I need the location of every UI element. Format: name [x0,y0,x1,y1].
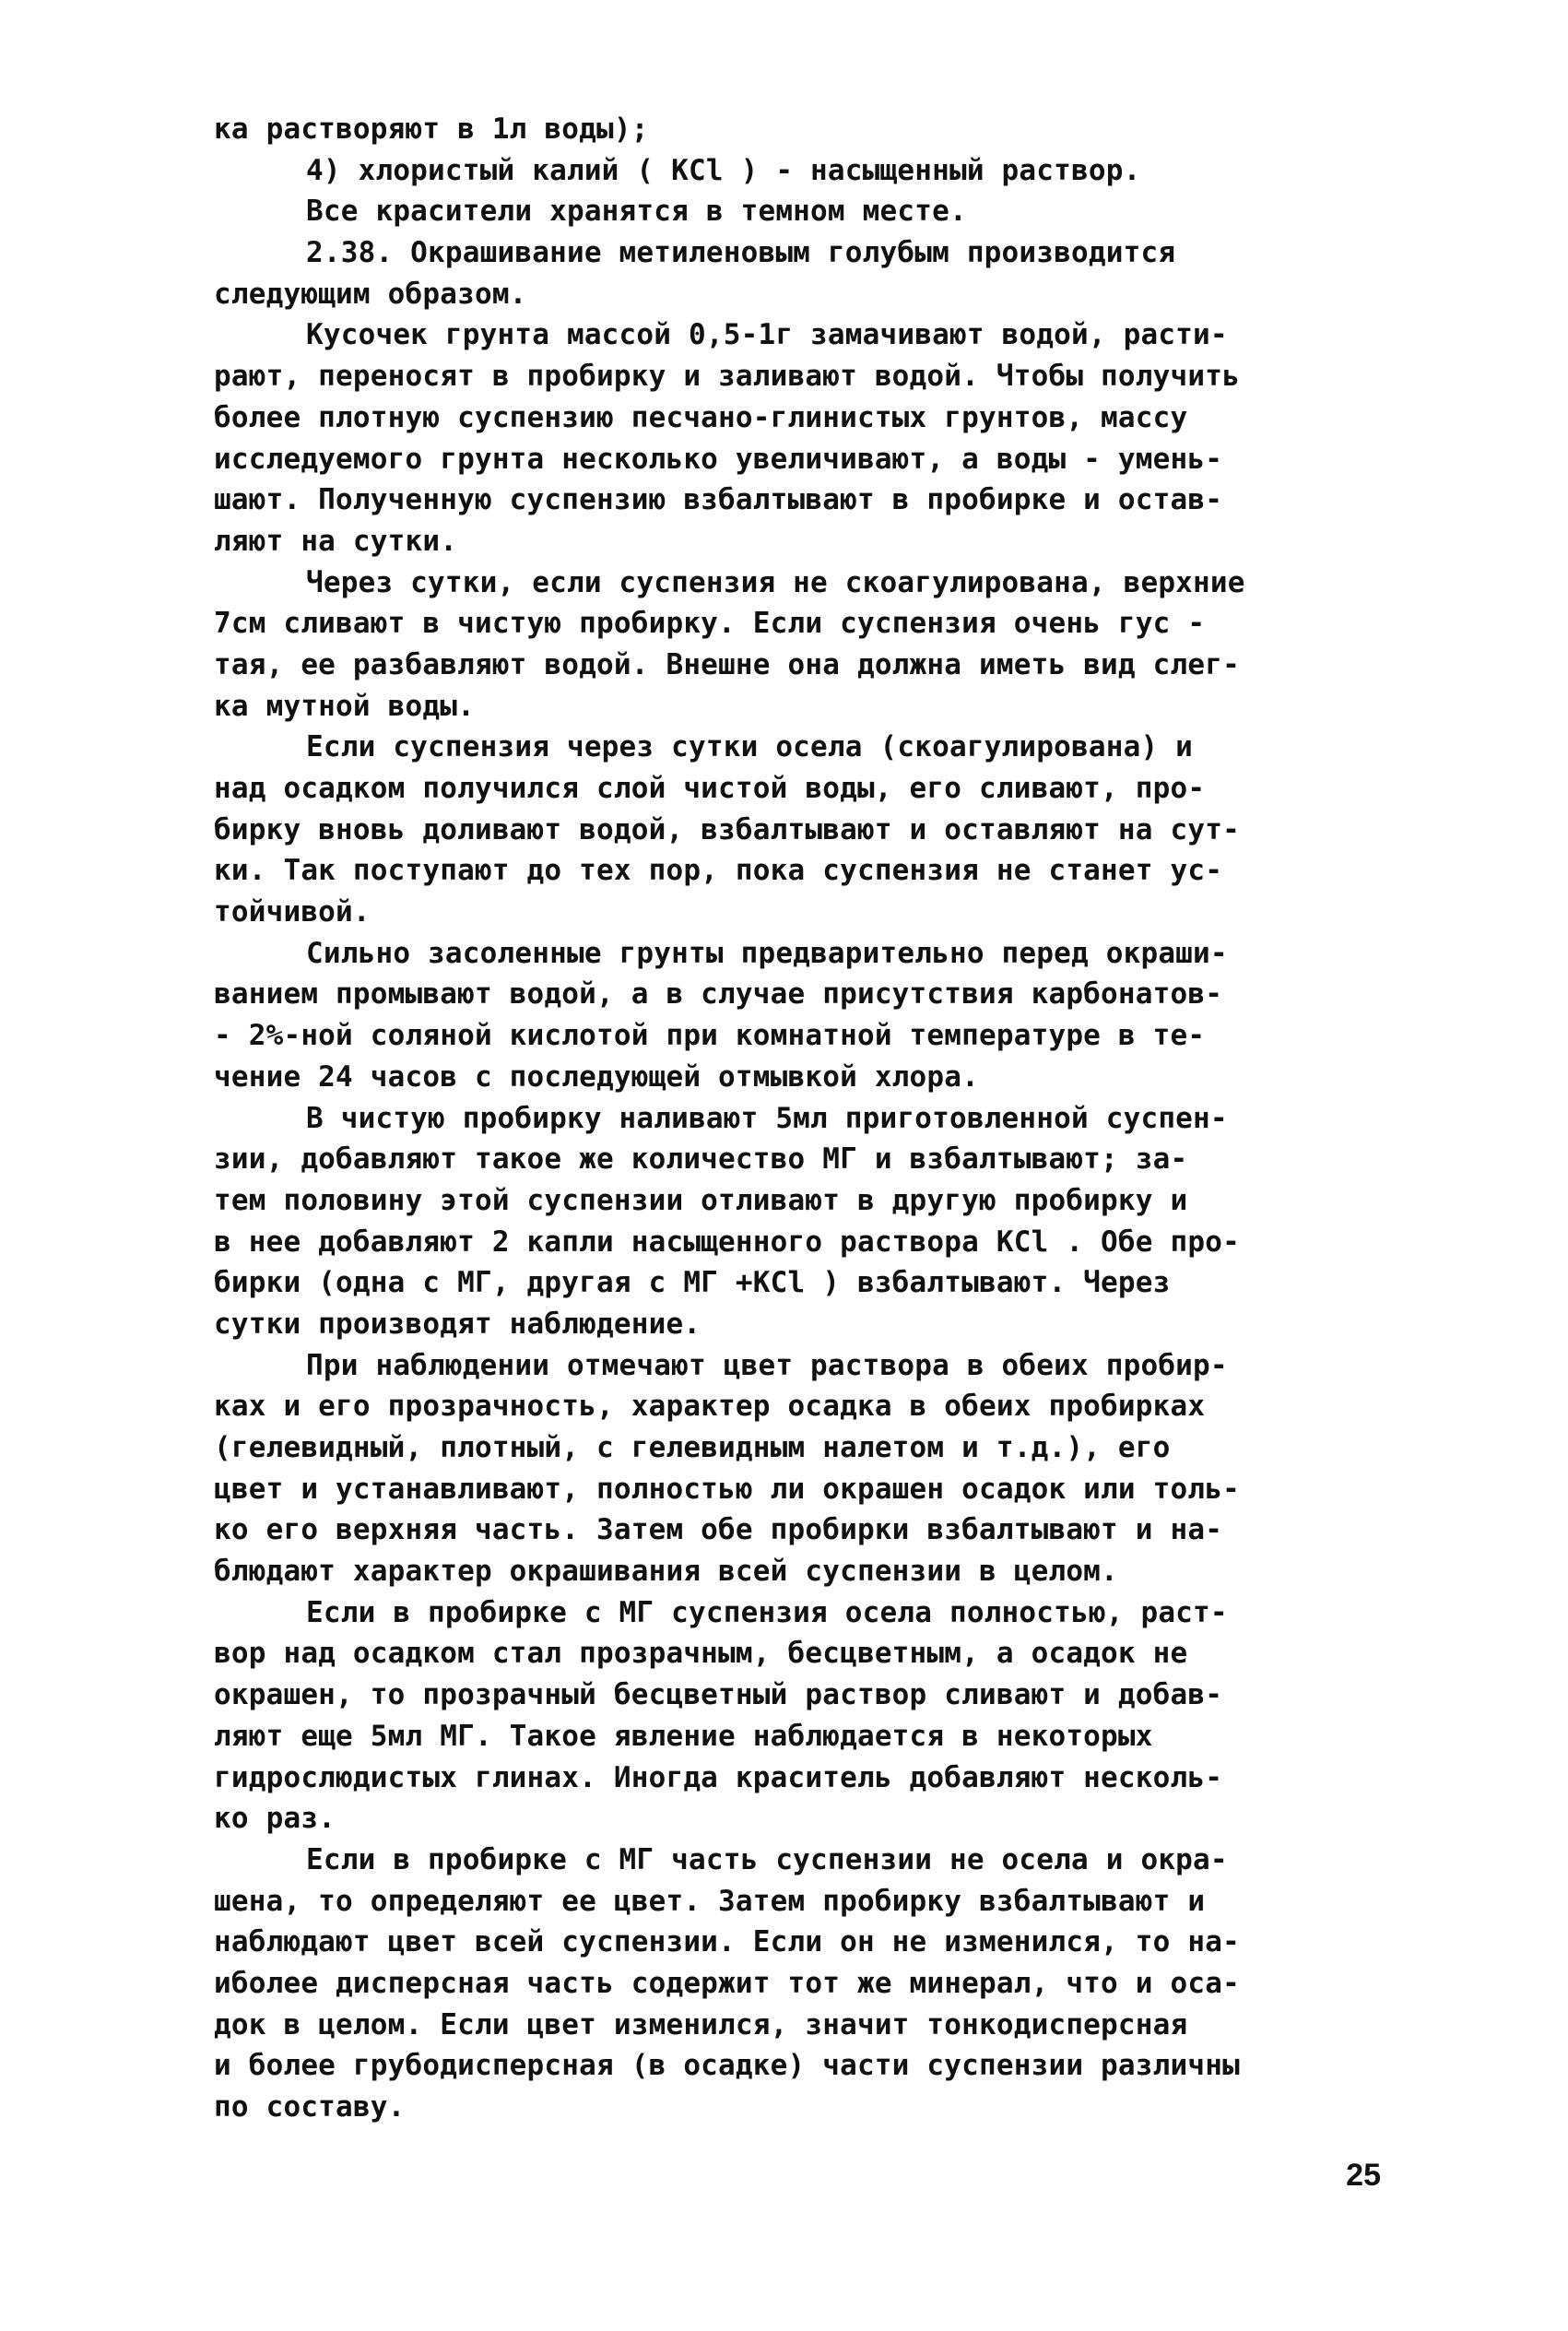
paragraph-start: Через сутки, если суспензия не скоагулирована, верхние [306,565,1245,599]
paragraph-start: При наблюдении отмечают цвет раствора в обеих пробир- [306,1348,1228,1382]
text-line: по составу. [214,2090,406,2124]
text-line: чение 24 часов с последующей отмывкой хлора. [214,1059,979,1094]
paragraph-start: Если в пробирке с МГ часть суспензии не осела и окра- [306,1842,1228,1876]
body-text [214,109,1371,2128]
paragraph-start: Сильно засоленные грунты предварительно перед окраши- [306,936,1228,970]
paragraph-start: Если в пробирке с МГ суспензия осела полностью, раст- [306,1595,1228,1629]
text-line: тойчивой. [214,895,371,929]
text-line: ках и его прозрачность, характер осадка в обеих пробирках [214,1390,1206,1424]
text-line: бирки (одна с МГ, другая с МГ +KCl ) взбалтывают. Через [214,1266,1171,1300]
text-line: исследуемого грунта несколько увеличивают, а воды - умень- [214,442,1223,476]
text-line: ко его верхняя часть. Затем обе пробирки взбалтывают и на- [214,1513,1223,1547]
text-line: шают. Полученную суспензию взбалтывают в пробирке и остав- [214,483,1223,517]
text-line: ки. Так поступают до тех пор, пока суспензия не станет ус- [214,854,1223,888]
text-line: иболее дисперсная часть содержит тот же минерал, что и оса- [214,1966,1240,2000]
text-line: бирку вновь доливают водой, взбалтывают и оставляют на сут- [214,812,1240,846]
text-line: док в целом. Если цвет изменился, значит тонкодисперсная [214,2007,1188,2041]
text-line: над осадком получился слой чистой воды, его сливают, про- [214,772,1206,805]
text-line: ванием промывают водой, а в случае присутствия карбонатов- [214,977,1223,1012]
text-line: гидрослюдистых глинах. Иногда краситель добавляют несколь- [214,1760,1223,1794]
text-line: шена, то определяют ее цвет. Затем пробирку взбалтывают и [214,1884,1206,1918]
text-line: окрашен, то прозрачный бесцветный раствор сливают и добав- [214,1678,1223,1712]
text-line: в нее добавляют 2 капли насыщенного раствора KCl . Обе про- [214,1225,1240,1259]
text-line: рают, переносят в пробирку и заливают водой. Чтобы получить [214,360,1240,394]
paragraph-start: В чистую пробирку наливают 5мл приготовленной суспен- [306,1101,1228,1135]
text-line: - 2%-ной соляной кислотой при комнатной температуре в те- [214,1019,1206,1053]
text-line: цвет и устанавливают, полностью ли окрашен осадок или толь- [214,1472,1240,1506]
text-line: Все красители хранятся в темном месте. [306,195,967,229]
text-line: тем половину этой суспензии отливают в другую пробирку и [214,1183,1188,1217]
text-line: 4) хлористый калий ( KCl ) - насыщенный раствор. [306,153,1141,187]
text-line: тая, ее разбавляют водой. Внешне она должна иметь вид слег- [214,647,1240,681]
text-line: ка мутной воды. [214,689,475,723]
text-line: наблюдают цвет всей суспензии. Если он не изменился, то на- [214,1925,1240,1959]
text-line: сутки производят наблюдение. [214,1307,701,1341]
text-line: ляют еще 5мл МГ. Такое явление наблюдается в некоторых [214,1719,1153,1753]
text-line: ка растворяют в 1л воды); [214,112,649,146]
paragraph-start: Если суспензия через сутки осела (скоагулирована) и [306,730,1194,764]
text-line: вор над осадком стал прозрачным, бесцветным, а осадок не [214,1637,1188,1671]
text-line: следующим образом. [214,277,527,311]
text-line: зии, добавляют такое же количество МГ и взбалтывают; за- [214,1142,1188,1177]
section-heading-line: 2.38. Окрашивание метиленовым голубым производится [306,236,1176,270]
text-line: более плотную суспензию песчано-глинистых грунтов, массу [214,400,1188,434]
text-line: ляют на сутки. [214,524,458,558]
text-line: 7см сливают в чистую пробирку. Если суспензия очень гус - [214,607,1206,641]
text-line: ко раз. [214,1802,336,1836]
page-number: 25 [1346,2158,1381,2193]
text-line: (гелевидный, плотный, с гелевидным налетом и т.д.), его [214,1431,1171,1464]
text-line: блюдают характер окрашивания всей суспензии в целом. [214,1555,1118,1589]
text-line: и более грубодисперсная (в осадке) части суспензии различны [214,2049,1240,2083]
paragraph-start: Кусочек грунта массой 0,5-1г замачивают водой, расти- [306,318,1228,352]
